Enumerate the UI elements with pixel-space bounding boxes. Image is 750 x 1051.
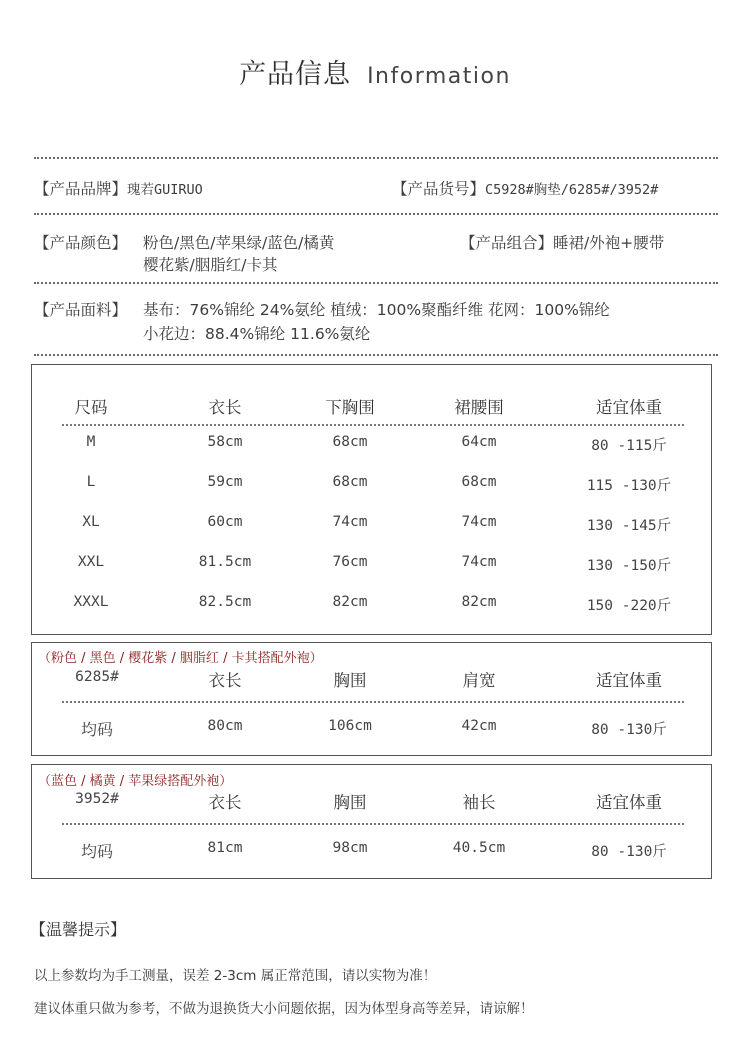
robe-6285-table bbox=[31, 642, 712, 756]
cell-length: 59cm bbox=[207, 474, 243, 490]
header-length: 衣长 bbox=[208, 671, 242, 690]
divider bbox=[34, 213, 718, 215]
cell-length: 80cm bbox=[207, 718, 243, 734]
combo-label: 【产品组合】 bbox=[460, 234, 554, 252]
brand-label: 【产品品牌】 bbox=[34, 180, 128, 198]
cell-bust: 106cm bbox=[328, 718, 372, 734]
cell-weight: 80 -115斤 bbox=[591, 438, 667, 454]
header-divider bbox=[62, 823, 684, 825]
cell-length: 81.5cm bbox=[198, 554, 252, 570]
cell-weight: 130 -150斤 bbox=[586, 558, 672, 574]
header-divider bbox=[62, 701, 684, 703]
cell-underbust: 82cm bbox=[332, 594, 368, 610]
cell-weight: 115 -130斤 bbox=[586, 478, 672, 494]
title-cn: 产品信息 bbox=[239, 59, 352, 90]
divider bbox=[34, 354, 718, 356]
tips-title: 【温馨提示】 bbox=[30, 920, 127, 939]
fabric-value-2: 小花边：88.4%锦纶 11.6%氨纶 bbox=[143, 325, 371, 343]
color-value-2: 樱花紫/胭脂红/卡其 bbox=[143, 256, 278, 274]
cell-skirt-waist: 68cm bbox=[461, 474, 497, 490]
cell-underbust: 76cm bbox=[332, 554, 368, 570]
cell-weight: 80 -130斤 bbox=[591, 844, 667, 860]
cell-skirt-waist: 74cm bbox=[461, 554, 497, 570]
divider bbox=[34, 282, 718, 284]
cell-sleeve: 40.5cm bbox=[452, 840, 506, 856]
cell-size: XXXL bbox=[73, 594, 109, 610]
brand-value: 瑰若GUIRUO bbox=[127, 182, 203, 198]
header-weight: 适宜体重 bbox=[596, 793, 662, 812]
combo-row bbox=[460, 231, 664, 253]
sku-label: 【产品货号】 bbox=[392, 180, 486, 198]
header-size: 尺码 bbox=[74, 398, 108, 417]
robe-6285-note: （粉色 / 黑色 / 樱花紫 / 胭脂红 / 卡其搭配外袍） bbox=[38, 651, 323, 666]
cell-shoulder: 42cm bbox=[461, 718, 497, 734]
fabric-value-1: 基布：76%锦纶 24%氨纶 植绒：100%聚酯纤维 花网：100%锦纶 bbox=[143, 301, 610, 319]
cell-length: 81cm bbox=[207, 840, 243, 856]
tips-line-2: 建议体重只做为参考，不做为退换货大小问题依据，因为体型身高等差异，请谅解！ bbox=[34, 1001, 534, 1017]
brand-row bbox=[34, 177, 203, 199]
cell-size: XL bbox=[82, 514, 100, 530]
cell-size: 均码 bbox=[80, 720, 114, 739]
cell-weight: 80 -130斤 bbox=[591, 722, 667, 738]
header-style: 6285# bbox=[75, 669, 119, 685]
cell-bust: 98cm bbox=[332, 840, 368, 856]
cell-length: 58cm bbox=[207, 434, 243, 450]
cell-size: L bbox=[86, 474, 96, 490]
title-en: Information bbox=[367, 64, 511, 89]
header-shoulder: 肩宽 bbox=[462, 671, 496, 690]
cell-size: XXL bbox=[77, 554, 105, 570]
header-bust: 胸围 bbox=[333, 793, 367, 812]
sku-value: C5928#胸垫/6285#/3952# bbox=[485, 182, 659, 198]
header-weight: 适宜体重 bbox=[596, 671, 662, 690]
color-label: 【产品颜色】 bbox=[34, 234, 128, 252]
header-divider bbox=[62, 424, 684, 426]
header-bust: 胸围 bbox=[333, 671, 367, 690]
combo-value: 睡裙/外袍+腰带 bbox=[553, 234, 665, 252]
size-table bbox=[31, 364, 712, 635]
cell-skirt-waist: 64cm bbox=[461, 434, 497, 450]
header-sleeve: 袖长 bbox=[462, 793, 496, 812]
cell-underbust: 74cm bbox=[332, 514, 368, 530]
cell-underbust: 68cm bbox=[332, 474, 368, 490]
page-title bbox=[0, 52, 750, 91]
tips-line-1: 以上参数均为手工测量，误差 2-3cm 属正常范围，请以实物为准！ bbox=[34, 968, 437, 984]
cell-length: 82.5cm bbox=[198, 594, 252, 610]
divider bbox=[34, 157, 718, 159]
header-style: 3952# bbox=[75, 791, 119, 807]
header-length: 衣长 bbox=[208, 793, 242, 812]
header-length: 衣长 bbox=[208, 398, 242, 417]
header-weight: 适宜体重 bbox=[596, 398, 662, 417]
cell-weight: 130 -145斤 bbox=[586, 518, 672, 534]
cell-skirt-waist: 74cm bbox=[461, 514, 497, 530]
cell-size: M bbox=[86, 434, 96, 450]
cell-weight: 150 -220斤 bbox=[586, 598, 672, 614]
fabric-label: 【产品面料】 bbox=[34, 301, 128, 319]
header-underbust: 下胸围 bbox=[325, 398, 375, 417]
cell-skirt-waist: 82cm bbox=[461, 594, 497, 610]
cell-length: 60cm bbox=[207, 514, 243, 530]
cell-size: 均码 bbox=[80, 842, 114, 861]
robe-3952-note: （蓝色 / 橘黄 / 苹果绿搭配外袍） bbox=[38, 774, 233, 789]
robe-3952-table bbox=[31, 764, 712, 879]
sku-row bbox=[392, 177, 658, 199]
color-value-1: 粉色/黑色/苹果绿/蓝色/橘黄 bbox=[143, 234, 335, 252]
cell-underbust: 68cm bbox=[332, 434, 368, 450]
header-skirt-waist: 裙腰围 bbox=[454, 398, 504, 417]
